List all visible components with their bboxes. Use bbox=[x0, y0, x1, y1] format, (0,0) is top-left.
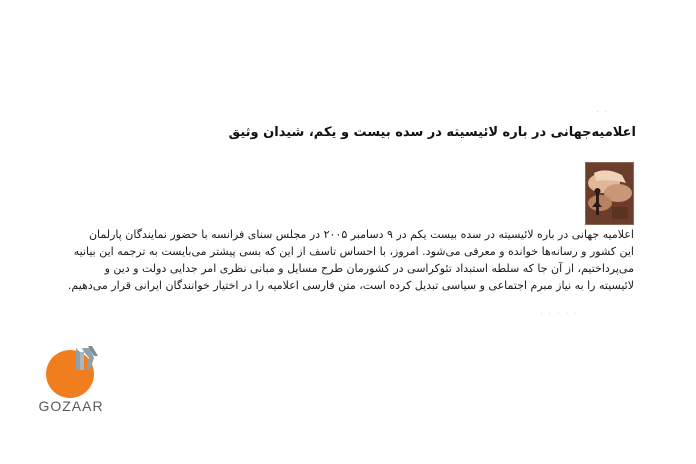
gozaar-logo-icon bbox=[44, 344, 100, 400]
article-body bbox=[24, 226, 634, 294]
bottom-divider-dots: · · · · · bbox=[540, 309, 578, 320]
article-thumbnail-image bbox=[586, 163, 633, 224]
article-thumbnail[interactable] bbox=[585, 162, 634, 225]
article-body-line: لائیسیته را به نیاز مبرم اجتماعی و سیاسی تبدیل کرده است، متن فارسی اعلامیه را در اختیار خوانندگان ایرانی قرار می‌دهیم. bbox=[67, 279, 634, 292]
gozaar-logo-text: GOZAAR bbox=[38, 398, 104, 414]
gozaar-logo[interactable] bbox=[34, 344, 108, 416]
article-body-line: می‌پرداختیم، از آن جا که سلطه استبداد تئوکراسی در کشورمان طرح مسایل و مبانی نظری امر جدایی دولت و دین و bbox=[104, 262, 634, 275]
article-body-line: اعلامیه جهانی در باره لائیسیته در سده بیست یکم در ۹ دسامبر ۲۰۰۵ در مجلس سنای فرانسه با حضور نمایندگان پارلمان bbox=[88, 228, 634, 241]
article-body-line: این کشور و رسانه‌ها خوانده و معرفی می‌شود. امروز، با احساس تاسف از این که بسی پیشتر می‌بایست به ترجمه این بیانیه bbox=[73, 245, 634, 258]
article-card bbox=[24, 118, 636, 318]
article-title[interactable]: اعلامیه‌جهانی در باره لائیسیته در سده بیست و یکم، شیدان وثیق bbox=[228, 125, 636, 140]
top-divider-dots: · · bbox=[596, 107, 609, 118]
